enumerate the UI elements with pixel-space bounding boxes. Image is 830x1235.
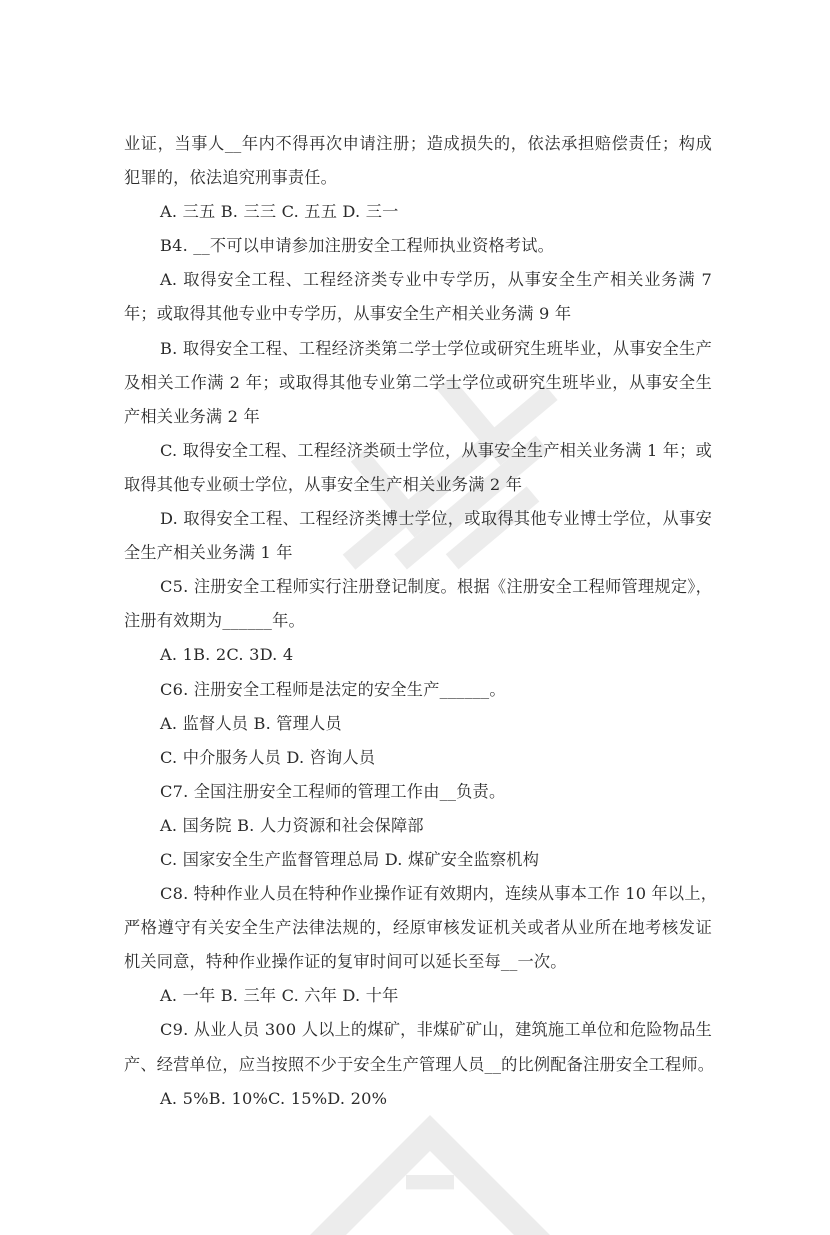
text-line: C5. 注册安全工程师实行注册登记制度。根据《注册安全工程师管理规定》，: [160, 577, 712, 597]
text-line: 严格遵守有关安全生产法律法规的，经原审核发证机关或者从业所在地考核发证: [124, 918, 712, 938]
text-line: 产相关业务满 2 年: [124, 406, 260, 426]
text-line: C7. 全国注册安全工程师的管理工作由__负责。: [160, 781, 506, 801]
text-line: A. 1B. 2C. 3D. 4: [160, 645, 294, 665]
text-line: C. 国家安全生产监督管理总局 D. 煤矿安全监察机构: [160, 849, 540, 869]
text-line: 注册有效期为______年。: [124, 611, 305, 631]
text-line: 及相关工作满 2 年；或取得其他专业第二学士学位或研究生班毕业，从事安全生: [124, 372, 712, 392]
text-line: C. 中介服务人员 D. 咨询人员: [160, 747, 376, 767]
text-line: C9. 从业人员 300 人以上的煤矿，非煤矿矿山，建筑施工单位和危险物品生: [160, 1020, 712, 1040]
text-line: A. 监督人员 B. 管理人员: [160, 713, 342, 733]
text-line: A. 一年 B. 三年 C. 六年 D. 十年: [160, 986, 399, 1006]
text-line: 产、经营单位，应当按照不少于安全生产管理人员__的比例配备注册安全工程师。: [124, 1054, 715, 1074]
text-line: C. 取得安全工程、工程经济类硕士学位，从事安全生产相关业务满 1 年；或: [160, 440, 712, 460]
text-line: 机关同意，特种作业操作证的复审时间可以延长至每__一次。: [124, 952, 567, 972]
text-line: 全生产相关业务满 1 年: [124, 543, 293, 563]
text-line: A. 5%B. 10%C. 15%D. 20%: [160, 1088, 388, 1108]
text-line: B4. __不可以申请参加注册安全工程师执业资格考试。: [160, 236, 555, 256]
text-line: B. 取得安全工程、工程经济类第二学士学位或研究生班毕业，从事安全生产: [160, 338, 712, 358]
text-line: C8. 特种作业人员在特种作业操作证有效期内，连续从事本工作 10 年以上，: [160, 884, 718, 904]
text-line: 取得其他专业硕士学位，从事安全生产相关业务满 2 年: [124, 474, 523, 494]
text-line: A. 取得安全工程、工程经济类专业中专学历，从事安全生产相关业务满 7: [160, 270, 712, 290]
text-line: C6. 注册安全工程师是法定的安全生产______。: [160, 679, 506, 699]
watermark-logo-icon-bottom: [300, 1115, 560, 1235]
text-line: 年；或取得其他专业中专学历，从事安全生产相关业务满 9 年: [124, 304, 572, 324]
text-line: D. 取得安全工程、工程经济类博士学位，或取得其他专业博士学位，从事安: [160, 509, 712, 529]
text-line: 犯罪的，依法追究刑事责任。: [124, 168, 338, 188]
document-body: [124, 127, 718, 1116]
text-line: A. 三五 B. 三三 C. 五五 D. 三一: [160, 202, 399, 222]
text-line: 业证，当事人__年内不得再次申请注册；造成损失的，依法承担赔偿责任；构成: [124, 134, 712, 153]
text-line: A. 国务院 B. 人力资源和社会保障部: [160, 815, 424, 835]
